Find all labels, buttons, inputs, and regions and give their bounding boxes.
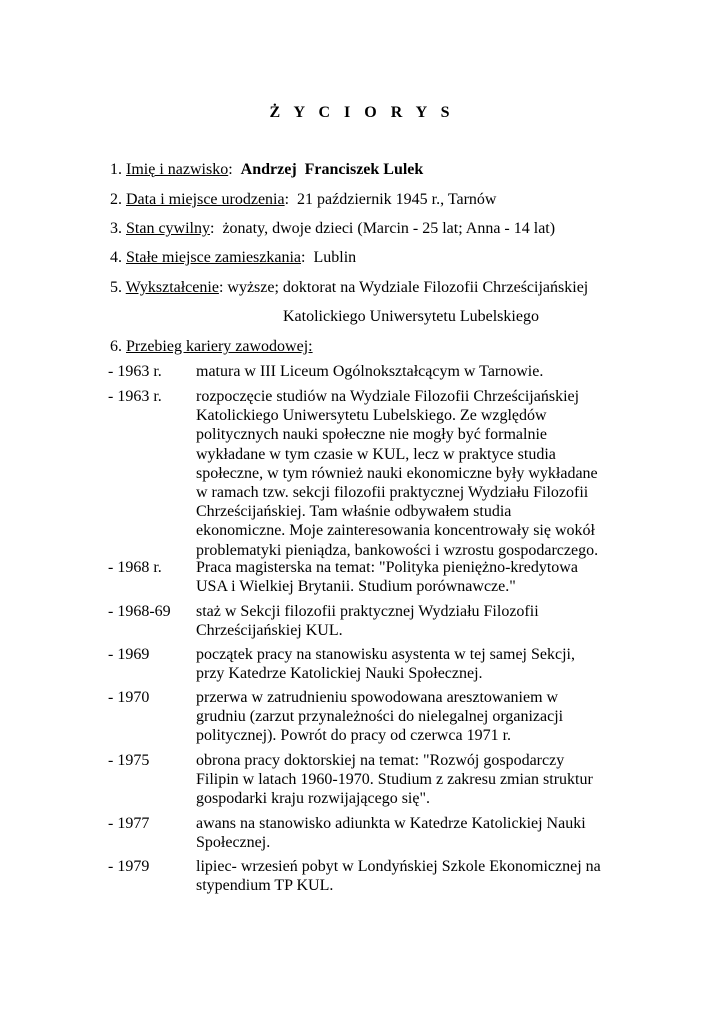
field-number: 3. (110, 220, 122, 237)
entry-line: ekonomiczne. Moje zainteresowania koncentrowały się wokół (196, 522, 595, 540)
entry-year: - 1979 (108, 858, 150, 875)
entry-line: politycznej). Powrót do pracy od czerwca 1971 r. (196, 727, 512, 745)
entry-year: - 1963 r. (108, 388, 162, 405)
entry-line: Katolickiego Uniwersytetu Lubelskiego. Ze względów (196, 407, 547, 425)
entry-year: - 1975 (108, 752, 150, 769)
entry-text (196, 362, 626, 381)
entry-line: Praca magisterska na temat: "Polityka pieniężno-kredytowa (196, 559, 578, 576)
field-value: Andrzej Franciszek Lulek (240, 161, 424, 178)
entry-year: - 1977 (108, 815, 150, 832)
entry-line: problematyki pieniądza, bankowości i wzrostu gospodarczego. (196, 541, 599, 559)
field-separator: : (228, 161, 233, 178)
entry-line: gospodarki kraju rozwijającego się". (196, 790, 431, 808)
field-career (110, 337, 670, 356)
entry-text (196, 814, 626, 852)
entry-line: politycznych nauki społeczne nie mogły być formalnie (196, 426, 547, 444)
field-education (110, 278, 670, 297)
entry-line: wykładane w tym czasie w KUL, lecz w praktyce studia (196, 445, 556, 463)
field-separator: : (210, 220, 215, 237)
field-separator: : (301, 249, 306, 266)
field-label: Imię i nazwisko (126, 161, 229, 178)
field-label: Wykształcenie (125, 279, 219, 296)
entry-line: USA i Wielkiej Brytanii. Studium porównawcze." (196, 578, 516, 596)
document-title: Ż Y C I O R Y S (269, 104, 455, 121)
field-separator: : (284, 191, 290, 208)
field-label: Data i miejsce urodzenia (126, 191, 285, 208)
entry-line: lipiec- wrzesień pobyt w Londyńskiej Szkole Ekonomicznej na (196, 858, 601, 875)
entry-line: staż w Sekcji filozofii praktycznej Wydziału Filozofii (196, 603, 539, 620)
entry-text (196, 387, 626, 560)
entry-year: - 1968-69 (108, 603, 171, 620)
entry-year: - 1969 (108, 646, 150, 663)
entry-line: obrona pracy doktorskiej na temat: "Rozwój gospodarczy (196, 752, 565, 769)
entry-line: Chrześcijańskiej KUL. (196, 622, 343, 640)
field-civil-status (110, 219, 670, 238)
field-number: 5. (110, 279, 122, 296)
field-birth (110, 190, 670, 209)
entry-line: rozpoczęcie studiów na Wydziale Filozofii Chrześcijańskiej (196, 388, 580, 405)
field-number: 1. (110, 161, 122, 178)
field-value: żonaty, dwoje dzieci (Marcin - 25 lat; Anna - 14 lat) (222, 220, 556, 237)
entry-text (196, 751, 626, 809)
field-education-continued: Katolickiego Uniwersytetu Lubelskiego (283, 308, 539, 325)
field-label: Przebieg kariery zawodowej: (126, 338, 313, 355)
entry-year: - 1970 (108, 689, 150, 706)
entry-text (196, 645, 626, 683)
entry-text (196, 688, 626, 746)
entry-line: w ramach tzw. sekcji filozofii praktycznej Wydziału Filozofii (196, 484, 589, 502)
entry-line: stypendium TP KUL. (196, 877, 334, 895)
entry-text (196, 602, 626, 640)
entry-line: Społecznej. (196, 834, 271, 852)
field-number: 6. (110, 338, 122, 355)
entry-line: Chrześcijańskiej. Tam właśnie odbywałem studia (196, 503, 512, 521)
field-number: 2. (110, 191, 122, 208)
field-number: 4. (110, 249, 122, 266)
entry-line: matura w III Liceum Ogólnokształcącym w Tarnowie. (196, 363, 544, 380)
entry-line: przy Katedrze Katolickiej Nauki Społecznej. (196, 665, 483, 683)
entry-text (196, 558, 626, 596)
field-name (110, 160, 670, 179)
field-value: wyższe; doktorat na Wydziale Filozofii Chrześcijańskiej (227, 279, 589, 296)
field-residence (110, 248, 670, 267)
entry-line: grudniu (zarzut przynależności do nielegalnej organizacji (196, 708, 564, 726)
entry-line: przerwa w zatrudnieniu spowodowana aresztowaniem w (196, 689, 559, 706)
field-label: Stan cywilny (126, 220, 210, 237)
entry-line: Filipin w latach 1960-1970. Studium z zakresu zmian struktur (196, 771, 593, 789)
entry-text (196, 857, 626, 895)
field-separator: : (218, 279, 224, 296)
entry-year: - 1968 r. (108, 559, 162, 576)
field-value: Lublin (313, 249, 357, 266)
field-value: 21 październik 1945 r., Tarnów (297, 191, 497, 208)
field-label: Stałe miejsce zamieszkania (126, 249, 302, 266)
entry-year: - 1963 r. (108, 363, 162, 380)
entry-line: społeczne, w tym również nauki ekonomiczne były wykładane (196, 464, 598, 482)
entry-line: początek pracy na stanowisku asystenta w tej samej Sekcji, (196, 646, 575, 663)
entry-line: awans na stanowisko adiunkta w Katedrze Katolickiej Nauki (196, 815, 586, 832)
